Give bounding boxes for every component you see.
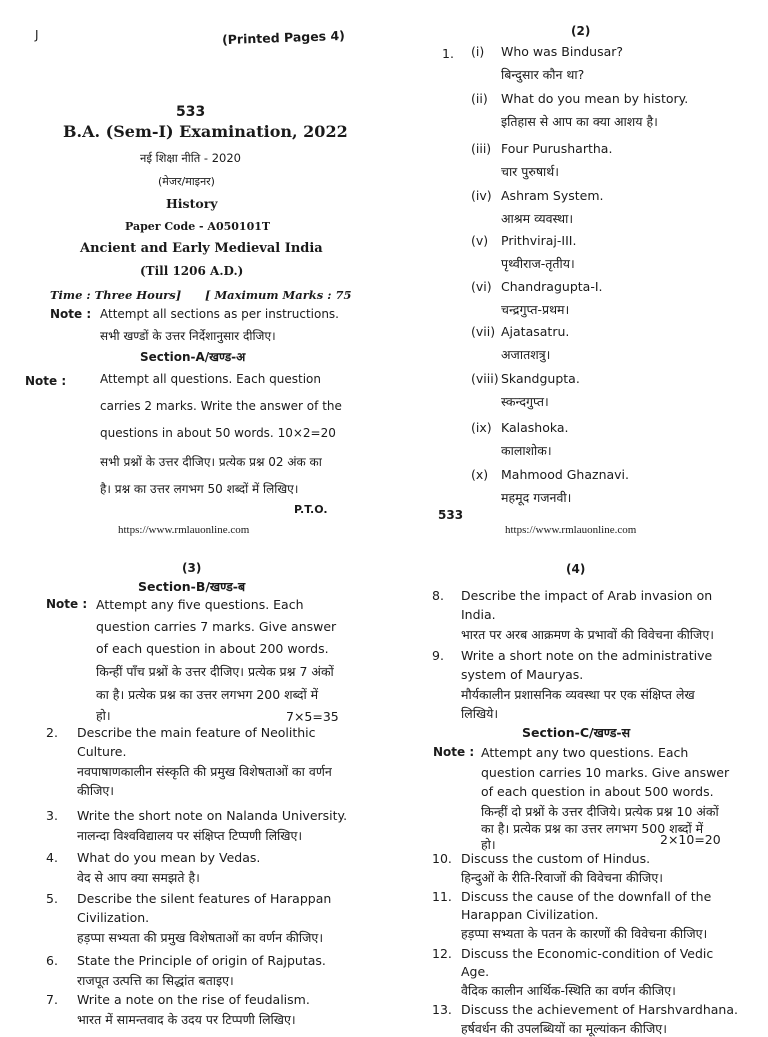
sub-question-number: (iii) <box>471 141 492 156</box>
sub-question-number: (iv) <box>471 188 492 203</box>
question-text-line: system of Mauryas. <box>461 667 584 682</box>
note-line: है। प्रश्न का उत्तर लगभग 50 शब्दों में लिखिए। <box>100 482 299 496</box>
note-line: Attempt any two questions. Each <box>481 745 689 760</box>
question-number: 7. <box>46 992 58 1007</box>
note-label: Note : <box>50 307 92 321</box>
question-text-line: Write the short note on Nalanda University. <box>77 808 348 823</box>
question-number: 5. <box>46 891 58 906</box>
sub-question-text-hindi: चन्द्रगुप्त-प्रथम। <box>501 302 570 317</box>
note-line: हो। <box>481 837 496 852</box>
sub-question-text-hindi: आश्रम व्यवस्था। <box>501 211 574 226</box>
question-text-line: Discuss the Economic-condition of Vedic <box>461 946 714 961</box>
sub-question-text: What do you mean by history. <box>501 91 689 106</box>
note-line: किन्हीं दो प्रश्नों के उत्तर दीजिये। प्रत्येक प्रश्न 10 अंकों <box>481 804 719 819</box>
question-number: 10. <box>432 851 452 866</box>
major-minor: (मेजर/माइनर) <box>158 175 215 188</box>
note-label: Note : <box>433 745 475 759</box>
sub-question-text: Kalashoka. <box>501 420 569 435</box>
sub-question-text-hindi: पृथ्वीराज-तृतीय। <box>501 256 575 271</box>
question-text-line: India. <box>461 607 496 622</box>
paper-period: (Till 1206 A.D.) <box>140 264 244 278</box>
printed-pages: (Printed Pages 4) <box>221 27 346 48</box>
question-number: 3. <box>46 808 58 823</box>
question-number: 1. <box>442 46 454 61</box>
sub-question-text: Mahmood Ghaznavi. <box>501 467 630 482</box>
subject: History <box>166 196 218 211</box>
question-text-line: Harappan Civilization. <box>461 907 599 922</box>
sub-question-text-hindi: चार पुरुषार्थ। <box>501 164 560 179</box>
question-text-line: वैदिक कालीन आर्थिक-स्थिति का वर्णन कीजिए। <box>461 983 676 998</box>
page-number: (3) <box>182 561 202 575</box>
question-text-line: Discuss the achievement of Harshvardhana. <box>461 1002 738 1017</box>
question-number: 11. <box>432 889 452 904</box>
pto: P.T.O. <box>294 503 328 516</box>
sub-question-text: Ajatasatru. <box>501 324 570 339</box>
question-text-line: नालन्दा विश्वविद्यालय पर संक्षिप्त टिप्पणी लिखिए। <box>77 828 303 843</box>
sub-question-text-hindi: कालाशोक। <box>501 443 552 458</box>
sub-question-text: Chandragupta-I. <box>501 279 603 294</box>
note-line: question carries 10 marks. Give answer <box>481 765 730 780</box>
note-line: of each question in about 200 words. <box>96 641 329 656</box>
question-text-line: Culture. <box>77 744 127 759</box>
footer-url: https://www.rmlauonline.com <box>505 524 637 536</box>
question-number: 12. <box>432 946 452 961</box>
sub-question-text-hindi: अजातशत्रु। <box>501 347 551 362</box>
sub-question-text: Ashram System. <box>501 188 604 203</box>
question-number: 13. <box>432 1002 452 1017</box>
question-text-line: Age. <box>461 964 490 979</box>
question-text-line: Discuss the cause of the downfall of the <box>461 889 712 904</box>
note-line: of each question in about 500 words. <box>481 784 714 799</box>
paper-code: Paper Code - A050101T <box>125 220 271 233</box>
note-text: Attempt all sections as per instructions. <box>100 307 339 321</box>
page-number: (4) <box>566 562 586 576</box>
section-a-heading: Section-A/खण्ड-अ <box>140 350 246 364</box>
question-text-line: What do you mean by Vedas. <box>77 850 261 865</box>
section-b-heading: Section-B/खण्ड-ब <box>138 579 246 594</box>
note-line: किन्हीं पाँच प्रश्नों के उत्तर दीजिए। प्रत्येक प्रश्न 7 अंकों <box>96 664 334 679</box>
note-line: का है। प्रत्येक प्रश्न का उत्तर लगभग 500 शब्दों में <box>481 821 704 836</box>
question-number: 4. <box>46 850 58 865</box>
paper-number: 533 <box>176 104 206 120</box>
question-text-line: लिखिये। <box>461 706 499 721</box>
note-line: carries 2 marks. Write the answer of the <box>100 399 342 413</box>
question-text-line: State the Principle of origin of Rajputas. <box>77 953 326 968</box>
sub-question-number: (v) <box>471 233 489 248</box>
note-line: question carries 7 marks. Give answer <box>96 619 337 634</box>
question-text-line: हड़प्पा सभ्यता के पतन के कारणों की विवेचना कीजिए। <box>461 926 708 941</box>
exam-title: B.A. (Sem-I) Examination, 2022 <box>63 122 348 141</box>
question-text-line: Describe the impact of Arab invasion on <box>461 588 713 603</box>
footer-url: https://www.rmlauonline.com <box>118 524 250 536</box>
question-text-line: Discuss the custom of Hindus. <box>461 851 651 866</box>
sub-question-text: Four Purushartha. <box>501 141 613 156</box>
sub-question-text-hindi: महमूद गजनवी। <box>501 490 572 505</box>
question-text-line: Write a short note on the administrative <box>461 648 713 663</box>
note-line: questions in about 50 words. 10×2=20 <box>100 426 336 440</box>
note-line: Attempt all questions. Each question <box>100 372 321 386</box>
question-text-line: हिन्दुओं के रीति-रिवाजों की विवेचना कीजिए। <box>461 870 663 885</box>
question-text-line: Write a note on the rise of feudalism. <box>77 992 310 1007</box>
question-text-line: Describe the main feature of Neolithic <box>77 725 316 740</box>
question-text-line: हड़प्पा सभ्यता की प्रमुख विशेषताओं का वर्णन कीजिए। <box>77 930 324 945</box>
policy-line: नई शिक्षा नीति - 2020 <box>140 151 241 165</box>
footer-paper-number: 533 <box>438 508 464 522</box>
note-line: Attempt any five questions. Each <box>96 597 304 612</box>
note-line: सभी प्रश्नों के उत्तर दीजिए। प्रत्येक प्रश्न 02 अंक का <box>100 455 322 469</box>
sub-question-text-hindi: स्कन्दगुप्त। <box>501 394 549 409</box>
sub-question-text: Skandgupta. <box>501 371 580 386</box>
question-text-line: हर्षवर्धन की उपलब्धियों का मूल्यांकन कीजिए। <box>461 1021 667 1036</box>
note-label: Note : <box>46 597 88 611</box>
sub-question-text-hindi: इतिहास से आप का क्या आशय है। <box>501 114 658 129</box>
time-allowed: Time : Three Hours] <box>50 288 182 302</box>
question-text-line: भारत में सामन्तवाद के उदय पर टिप्पणी लिखिए। <box>77 1012 296 1027</box>
sub-question-text-hindi: बिन्दुसार कौन था? <box>501 67 585 82</box>
question-text-line: भारत पर अरब आक्रमण के प्रभावों की विवेचना कीजिए। <box>461 627 714 642</box>
sub-question-number: (vii) <box>471 324 496 339</box>
marks-scheme: 7×5=35 <box>286 709 339 724</box>
sub-question-number: (ii) <box>471 91 488 106</box>
question-text-line: Civilization. <box>77 910 150 925</box>
marks-scheme: 2×10=20 <box>660 832 721 847</box>
question-text-line: राजपूत उत्पत्ति का सिद्धांत बताइए। <box>77 973 234 988</box>
question-number: 2. <box>46 725 58 740</box>
question-text-line: Describe the silent features of Harappan <box>77 891 332 906</box>
question-text-line: कीजिए। <box>77 783 115 798</box>
maximum-marks: [ Maximum Marks : 75 <box>205 288 352 302</box>
sub-question-number: (x) <box>471 467 489 482</box>
sub-question-number: (ix) <box>471 420 492 435</box>
note-text-hindi: सभी खण्डों के उत्तर निर्देशानुसार दीजिए। <box>100 329 276 343</box>
question-number: 9. <box>432 648 444 663</box>
sub-question-number: (vi) <box>471 279 492 294</box>
question-number: 6. <box>46 953 58 968</box>
sub-question-number: (i) <box>471 44 485 59</box>
question-number: 8. <box>432 588 444 603</box>
question-text-line: मौर्यकालीन प्रशासनिक व्यवस्था पर एक संक्षिप्त लेख <box>461 687 695 702</box>
question-text-line: वेद से आप क्या समझते है। <box>77 870 200 885</box>
sub-question-text: Who was Bindusar? <box>501 44 624 59</box>
section-a-note-label: Note : <box>25 374 67 388</box>
note-line: का है। प्रत्येक प्रश्न का उत्तर लगभग 200 शब्दों में <box>96 687 319 702</box>
sub-question-text: Prithviraj-III. <box>501 233 577 248</box>
paper-title: Ancient and Early Medieval India <box>80 241 323 256</box>
note-line: हो। <box>96 708 111 723</box>
section-c-heading: Section-C/खण्ड-स <box>522 725 631 740</box>
page-number: (2) <box>571 24 591 38</box>
question-text-line: नवपाषाणकालीन संस्कृति की प्रमुख विशेषताओं का वर्णन <box>77 764 332 779</box>
corner-mark: J <box>35 28 39 42</box>
sub-question-number: (viii) <box>471 371 499 386</box>
